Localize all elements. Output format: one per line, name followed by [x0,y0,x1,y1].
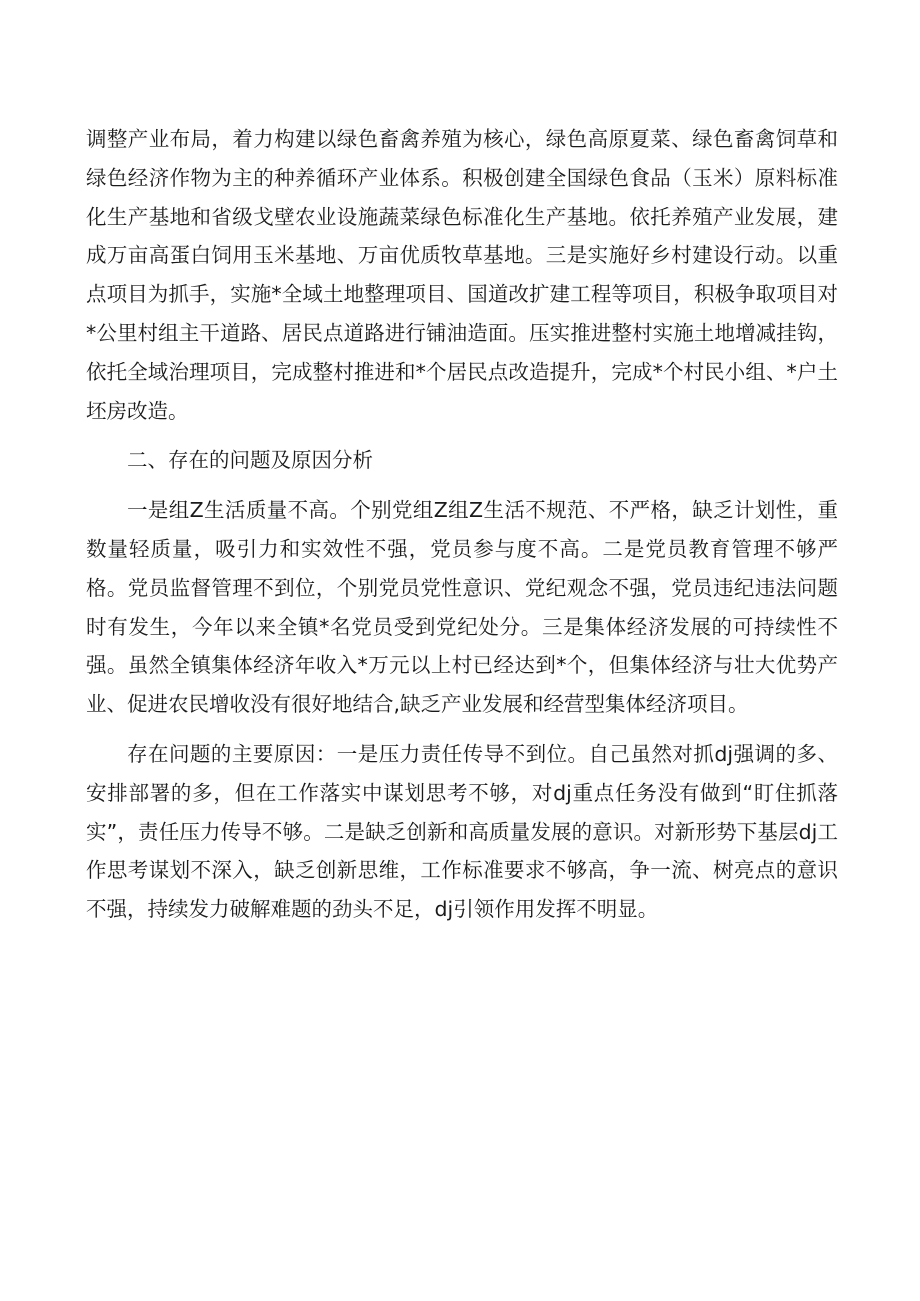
paragraph-problems: 一是组Z生活质量不高。个别党组Z组Z生活不规范、不严格，缺乏计划性，重数量轻质量，吸引力和实效性不强，党员参与度不高。二是党员教育管理不够严格。党员监督管理不到位，个别党员党性意识、党纪观念不强，党员违纪违法问题时有发生，今年以来全镇*名党员受到党纪处分。三是集体经济发展的可持续性不强。虽然全镇集体经济年收入*万元以上村已经达到*个，但集体经济与壮大优势产业、促进农民增收没有很好地结合,缺乏产业发展和经营型集体经济项目。 [86,498,838,717]
paragraph-causes: 存在问题的主要原因：一是压力责任传导不到位。自己虽然对抓dj强调的多、安排部署的多，但在工作落实中谋划思考不够，对dj重点任务没有做到“盯住抓落实”，责任压力传导不够。二是缺乏创新和高质量发展的意识。对新形势下基层dj工作思考谋划不深入，缺乏创新思维，工作标准要求不够高，争一流、树亮点的意识不强，持续发力破解难题的劲头不足，dj引领作用发挥不明显。 [86,741,838,922]
document-page [86,120,838,929]
section-heading-problems: 二、存在的问题及原因分析 [127,448,373,473]
paragraph-industry-layout: 调整产业布局，着力构建以绿色畜禽养殖为核心，绿色高原夏菜、绿色畜禽饲草和绿色经济作物为主的种养循环产业体系。积极创建全国绿色食品（玉米）原料标准化生产基地和省级戈壁农业设施蔬菜绿色标准化生产基地。依托养殖产业发展，建成万亩高蛋白饲用玉米基地、万亩优质牧草基地。三是实施好乡村建设行动。以重点项目为抓手，实施*全域土地整理项目、国道改扩建工程等项目，积极争取项目对*公里村组主干道路、居民点道路进行铺油造面。压实推进整村实施土地增减挂钩，依托全域治理项目，完成整村推进和*个居民点改造提升，完成*个村民小组、*户土坯房改造。 [86,127,838,423]
